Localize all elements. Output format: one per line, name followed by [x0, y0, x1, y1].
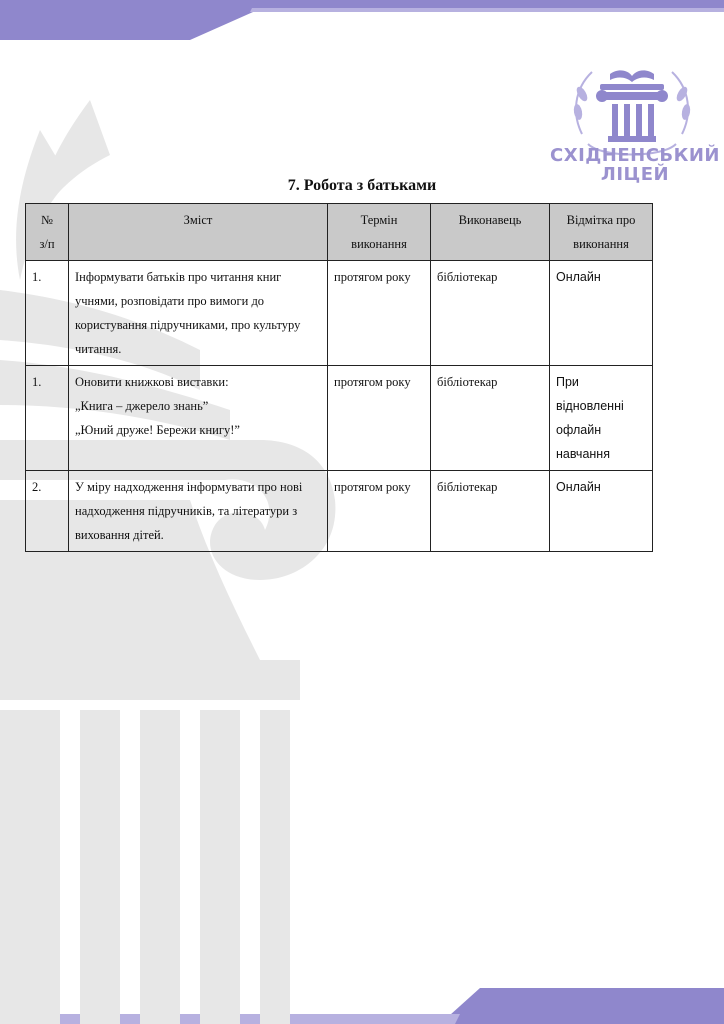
header-term: Термін виконання: [328, 204, 431, 261]
mark-line: При: [556, 375, 579, 389]
row-content: У міру надходження інформувати про нові надходження підручників, та літератури з виховання дітей.: [69, 471, 328, 552]
logo-text-line1: СХІДНЕНСЬКИЙ: [549, 145, 720, 166]
row-num: 1.: [26, 261, 69, 366]
logo-text-line2: ЛІЦЕЙ: [600, 164, 670, 185]
mark-line: офлайн: [556, 423, 602, 437]
row-term: протягом року: [328, 366, 431, 471]
row-content: Інформувати батьків про читання книг учнями, розповідати про вимоги до користування підручниками, про культуру читання.: [69, 261, 328, 366]
header-content: Зміст: [69, 204, 328, 261]
content-line: „Книга – джерело знань”: [75, 399, 209, 413]
parents-work-table: [25, 203, 653, 552]
header-executor: Виконавець: [431, 204, 550, 261]
mark-line: відновленні: [556, 399, 624, 413]
row-term: протягом року: [328, 261, 431, 366]
row-executor: бібліотекар: [431, 261, 550, 366]
row-executor: бібліотекар: [431, 366, 550, 471]
row-executor: бібліотекар: [431, 471, 550, 552]
row-num: 1.: [26, 366, 69, 471]
table-row: [26, 261, 653, 366]
row-term: протягом року: [328, 471, 431, 552]
header-mark: Відмітка про виконання: [550, 204, 653, 261]
content-line: „Юний друже! Бережи книгу!”: [75, 423, 240, 437]
table-row: [26, 366, 653, 471]
header-num: № з/п: [26, 204, 69, 261]
row-num: 2.: [26, 471, 69, 552]
table-header-row: [26, 204, 653, 261]
row-content: [69, 366, 328, 471]
row-mark: Онлайн: [550, 471, 653, 552]
content-line: Оновити книжкові виставки:: [75, 375, 229, 389]
mark-line: навчання: [556, 447, 610, 461]
row-mark: [550, 366, 653, 471]
table-row: [26, 471, 653, 552]
section-title: 7. Робота з батьками: [287, 177, 437, 194]
row-mark: Онлайн: [550, 261, 653, 366]
